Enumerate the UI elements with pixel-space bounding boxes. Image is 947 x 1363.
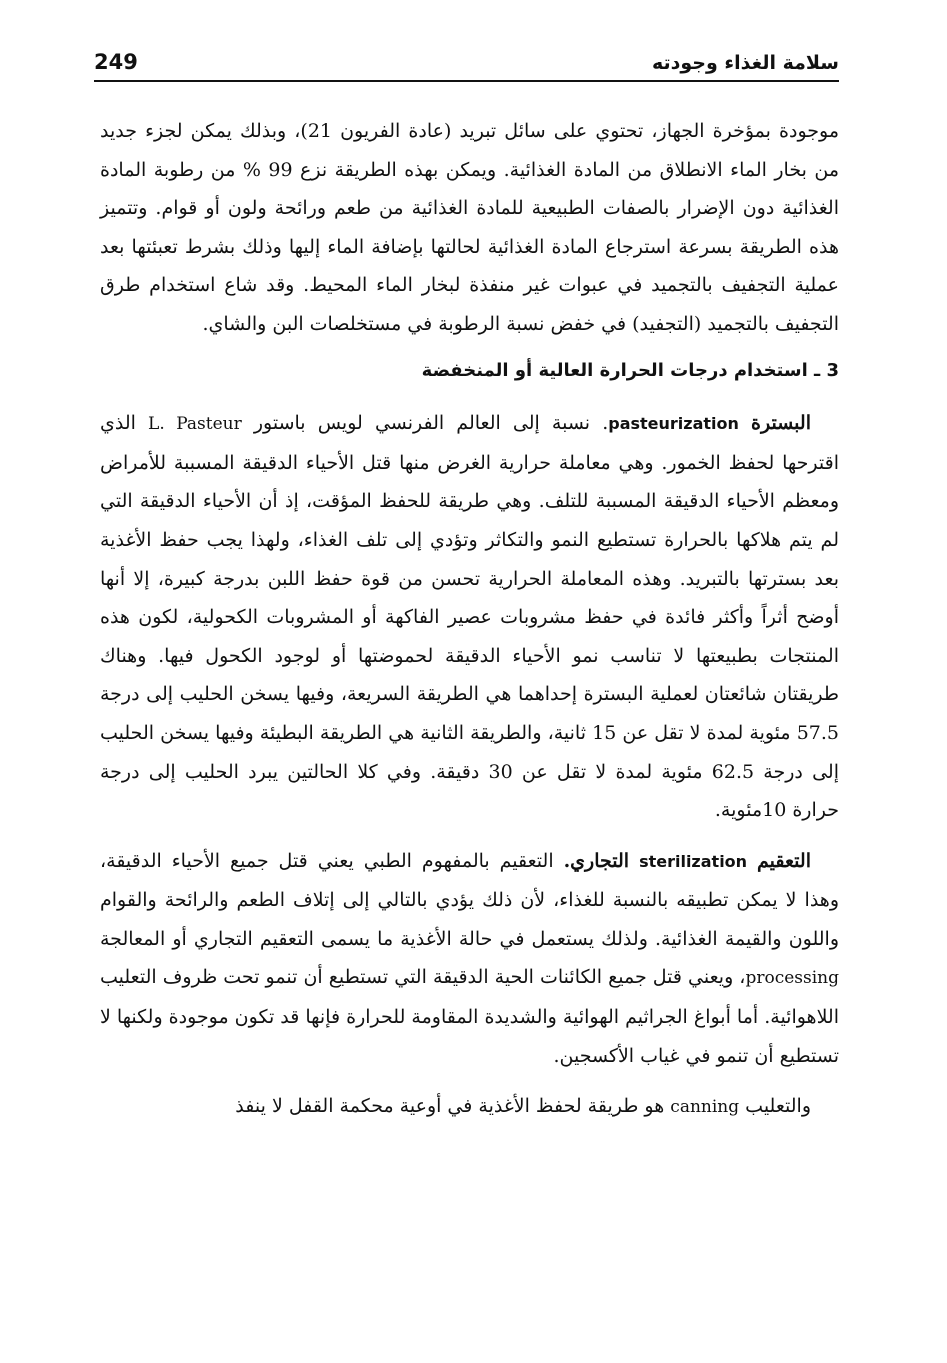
pasteurization-text: الذي اقترحها لحفظ الخمور. وهي معاملة حرارية الغرض منها قتل الأحياء الدقيقة المسببة للأمراض ومعظم الأحياء الدقيقة المسببة للتلف. وهي طريقة للحفظ المؤقت، إذ أن الأحياء الدقيقة التي لم يتم هلاكها بالحرارة تستطيع النمو والتكاثر وتؤدي إلى تلف الغذاء، ولهذا يجب حفظ الأغذية بعد بسترتها بالتبريد. وهذه المعاملة الحرارية تحسن من قوة حفظ اللبن بدرجة كبيرة، إلا أنها أوضح أثراً وأكثر فائدة في حفظ مشروبات عصير الفاكهة أو المشروبات الكحولية، لكون هذه المنتجات بطبيعتها لا تناسب نمو الأحياء الدقيقة لحموضتها أو لوجود الكحول فيها. وهناك طريقتان شائعتان لعملية البسترة إحداهما هي الطريقة السريعة، وفيها يسخن الحليب إلى درجة 57.5 مئوية لمدة لا تقل عن 15 ثانية، والطريقة الثانية هي الطريقة البطيئة وفيها يسخن الحليب إلى درجة 62.5 مئوية لمدة لا تقل عن 30 دقيقة. وفي كلا الحالتين يبرد الحليب إلى درجة حرارة 10مئوية. [100,412,839,822]
canning-text: هو طريقة لحفظ الأغذية في أوعية محكمة القفل لا ينفذ [235,1095,665,1118]
term-canning: والتعليب [745,1095,811,1118]
paragraph-sterilization [100,842,839,1076]
term-commercial: التجاري. [563,849,630,872]
latin-processing: processing [745,968,839,989]
page-header [94,46,839,82]
paragraph-pasteurization [100,404,839,830]
latin-pasteur-name: L. Pasteur [148,414,242,435]
term-pasteurization: البسترة [751,412,811,435]
latin-pasteurization: pasteurization [608,414,739,434]
running-title: سلامة الغذاء وجودته [651,52,839,74]
sterilization-text-a: التعقيم بالمفهوم الطبي يعني قتل جميع الأحياء الدقيقة، وهذا لا يمكن تطبيقه بالنسبة للغذاء، لأن ذلك يؤدي بالتالي إلى إتلاف الطعم والرائحة والقوام واللون والقيمة الغذائية. ولذلك يستعمل في حالة الأغذية ما يسمى التعقيم التجاري أو المعالجة [100,849,839,950]
paragraph-canning [100,1087,839,1127]
section-heading: 3 ـ استخدام درجات الحرارة العالية أو المنخفضة [421,359,839,381]
page-number: 249 [94,50,138,74]
sterilization-text-b: ، ويعني قتل جميع الكائنات الحية الدقيقة التي تستطيع أن تنمو تحت ظروف التعليب اللاهوائية. أما أبواغ الجراثيم الهوائية والشديدة المقاومة للحرارة فإنها قد تكون موجودة ولكنها لا تستطيع أن تنمو في غياب الأكسجين. [100,966,839,1067]
page-body [100,112,839,1127]
term-sterilization: التعقيم [757,849,811,872]
pasteurization-intro: . نسبة إلى العالم الفرنسي لويس باستور [253,412,609,435]
latin-sterilization: sterilization [639,851,748,871]
paragraph-freeze-drying: موجودة بمؤخرة الجهاز، تحتوي على سائل تبريد (عادة الفريون 21)، وبذلك يمكن لجزء جديد من بخار الماء الانطلاق من المادة الغذائية. ويمكن بهذه الطريقة نزع 99 % من رطوبة المادة الغذائية دون الإضرار بالصفات الطبيعية للمادة الغذائية من طعم ورائحة ولون أو قوام. وتتميز هذه الطريقة بسرعة استرجاع المادة الغذائية لحالتها بإضافة الماء إليها وذلك بشرط تعبئتها بعد عملية التجفيف بالتجميد في عبوات غير منفذة لبخار الماء المحيط. وقد شاع استخدام طرق التجفيف بالتجميد (التجفيد) في خفض نسبة الرطوبة في مستخلصات البن والشاي. [100,120,840,335]
latin-canning: canning [670,1097,740,1118]
